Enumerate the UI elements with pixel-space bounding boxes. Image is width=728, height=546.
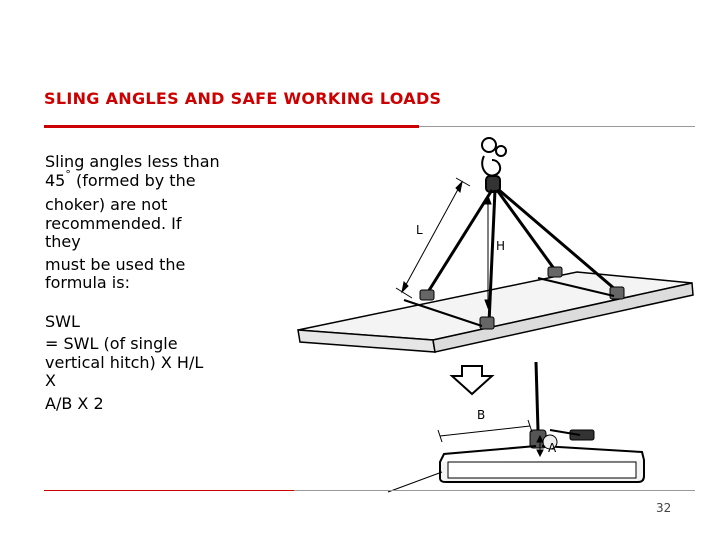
body-line: choker) are not — [45, 195, 168, 214]
slide-title: SLING ANGLES AND SAFE WORKING LOADS — [44, 89, 442, 108]
footer-rule-gray — [294, 490, 695, 491]
body-line — [45, 167, 285, 193]
body-line: must be used the — [45, 254, 186, 274]
label-l: L — [416, 223, 423, 237]
angle-note: (formed by the — [75, 170, 196, 190]
formula-line: A/B X 2 — [45, 393, 104, 413]
body-line: formula is: — [45, 273, 130, 292]
footer-rule-accent — [44, 490, 294, 491]
title-underline-accent — [44, 125, 419, 128]
length-dimension — [396, 178, 470, 298]
degree-symbol: ° — [65, 167, 71, 181]
formula-line: SWL — [45, 311, 80, 331]
arrow-down-icon — [452, 366, 492, 394]
sling-diagram — [292, 130, 696, 506]
page-number: 32 — [656, 501, 672, 515]
formula-line: = SWL (of single — [45, 334, 178, 353]
title-underline-gray — [419, 126, 695, 127]
body-line: Sling angles less than — [45, 152, 220, 171]
label-h: H — [496, 239, 506, 253]
b-dimension — [438, 420, 532, 442]
body-line: they — [45, 232, 81, 251]
body-text — [45, 153, 285, 413]
formula-line: X — [45, 371, 56, 390]
plank-shape — [298, 272, 693, 352]
leader-line — [388, 472, 442, 492]
formula-line: vertical hitch) X H/L — [45, 352, 204, 372]
hook-icon — [482, 138, 506, 192]
body-line: recommended. If — [45, 213, 182, 233]
label-a: A — [548, 441, 557, 455]
angle-value: 45 — [45, 170, 66, 190]
label-b: B — [477, 408, 486, 422]
